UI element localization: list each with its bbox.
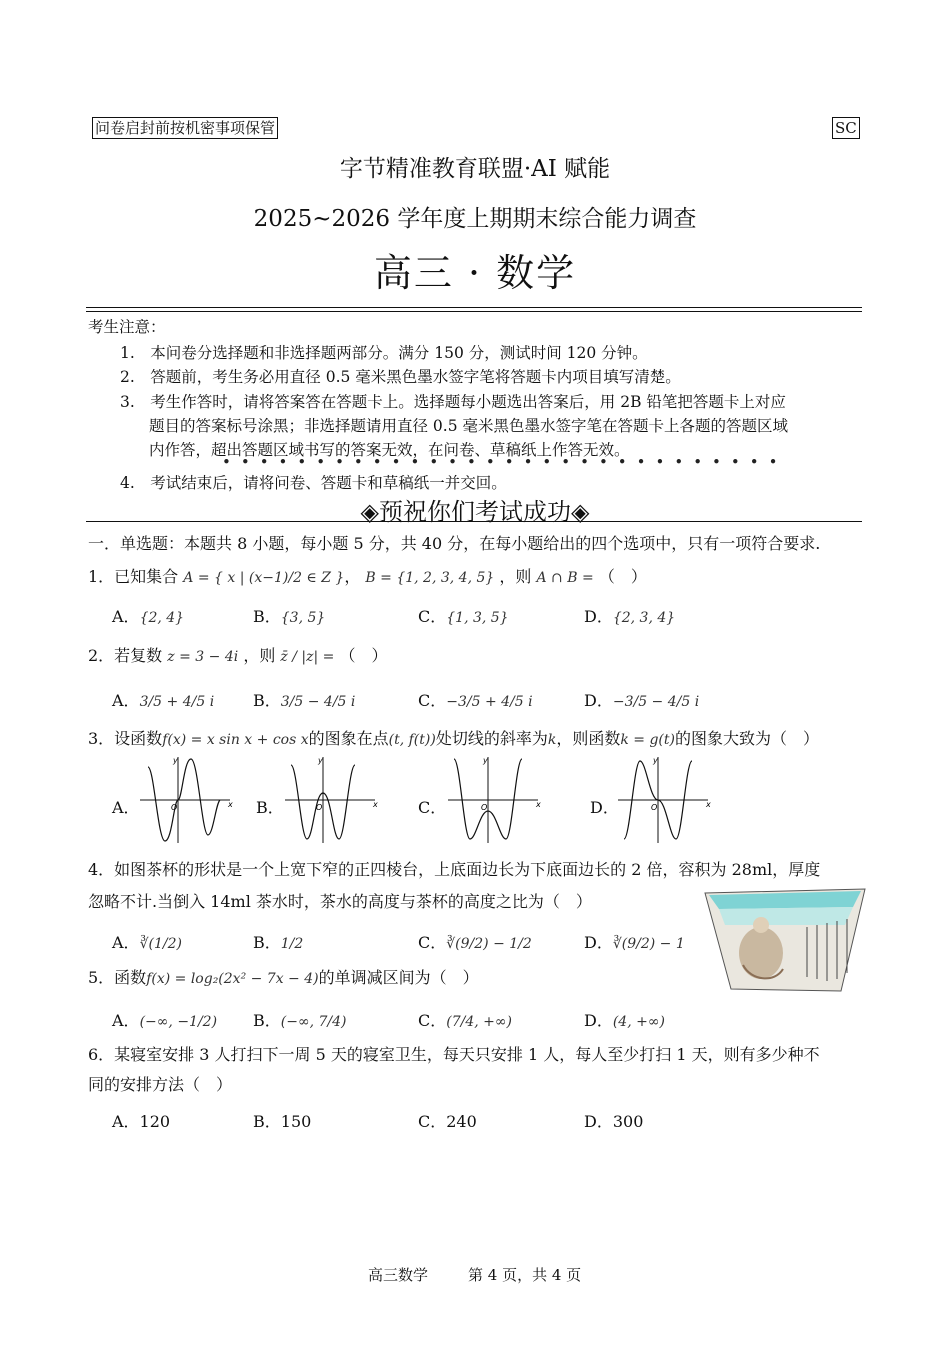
notice-item-3-cont2: 内作答，超出答题区域书写的答案无效，在问卷、草稿纸上作答无效。 (149, 441, 630, 459)
q3-stem-func: ，则函数 (556, 729, 621, 748)
q6-option-b: B．150 (253, 1112, 312, 1131)
q1-option-d: D．{2, 3, 4} (584, 607, 676, 626)
blessing: ◈预祝你们考试成功◈ (360, 498, 590, 526)
q5-option-a: A．(−∞, −1/2) (112, 1011, 218, 1030)
q2-option-b-value: 3/5 − 4/5 i (280, 694, 356, 710)
q1-option-a: A．{2, 4} (112, 607, 185, 626)
q2-expr: z̄ / |z| = (280, 649, 335, 665)
svg-text:y: y (653, 756, 658, 765)
section-heading: 一．单选题：本题共 8 小题，每小题 5 分，共 40 分，在每小题给出的四个选项中，只有一项符合要求. (88, 534, 821, 553)
q2-option-b: B．3/5 − 4/5 i (253, 691, 356, 710)
q6-line2: 同的安排方法（ ） (88, 1075, 233, 1094)
header-rule-bottom (86, 311, 862, 312)
q1-option-d-value: {2, 3, 4} (612, 610, 676, 626)
q3-k: k (547, 732, 557, 748)
q3-graph-b (285, 755, 380, 845)
q1-stem: 1．已知集合 A = { x | (x−1)/2 ∈ Z }， B = {1, 2, 3, 4, 5} ，则 A ∩ B = （ ） (88, 567, 647, 586)
q6-option-c: C．240 (418, 1112, 477, 1131)
q3-graph-c (448, 755, 543, 845)
q3-pt: (t, f(t)) (388, 732, 436, 748)
q3-stem-end: 的图象大致为（ ） (674, 729, 819, 748)
q3-option-c-label: C． (418, 798, 447, 817)
q5-stem-text: 5．函数 (88, 968, 147, 987)
q3-stem-slope: 处切线的斜率为 (435, 729, 548, 748)
q5-option-d: D．(4, +∞) (584, 1011, 665, 1030)
svg-text:O: O (481, 803, 488, 812)
q2-option-d-value: −3/5 − 4/5 i (612, 694, 700, 710)
svg-text:x: x (228, 800, 233, 809)
q4-option-b-value: 1/2 (280, 936, 304, 952)
q5-option-c: C．(7/4, +∞) (418, 1011, 512, 1030)
q3-option-b-label: B． (256, 798, 284, 817)
q5-f: f(x) = log₂(2x² − 7x − 4) (146, 971, 319, 987)
q1-stem-then: ，则 (499, 567, 532, 586)
q6-option-d: D．300 (584, 1112, 644, 1131)
notice-rule (86, 521, 862, 522)
subject-title: 高三 · 数学 (373, 251, 577, 295)
q1-option-c: C．{1, 3, 5} (418, 607, 509, 626)
q3-g: k = g(t) (620, 732, 675, 748)
svg-text:x: x (373, 800, 378, 809)
q1-option-b-value: {3, 5} (280, 610, 326, 626)
q4-line1: 4．如图茶杯的形状是一个上宽下窄的正四棱台，上底面边长为下底面边长的 2 倍，容积为 28ml，厚度 (88, 860, 821, 879)
q1-option-c-value: {1, 3, 5} (446, 610, 509, 626)
q2-option-a: A．3/5 + 4/5 i (112, 691, 215, 710)
q2-stem-text: 2．若复数 (88, 646, 163, 665)
q2-option-c: C．−3/5 + 4/5 i (418, 691, 533, 710)
q2-stem-then: ，则 (243, 646, 276, 665)
q4-line2: 忽略不计.当倒入 14ml 茶水时，茶水的高度与茶杯的高度之比为（ ） (88, 892, 592, 911)
q1-stem-text: 1．已知集合 (88, 567, 179, 586)
header-rule-top (86, 307, 862, 308)
q1-paren: （ ） (598, 567, 647, 586)
org-title: 字节精准教育联盟·AI 赋能 (339, 156, 611, 182)
notice-item-3-cont1: 题目的答案标号涂黑；非选择题请用直径 0.5 毫米黑色墨水签字笔在答题卡上各题的答题区域 (149, 417, 789, 435)
q3-graph-a (140, 755, 235, 845)
q4-option-d: D．∛(9/2) − 1 (584, 933, 685, 952)
q5-option-d-value: (4, +∞) (612, 1014, 665, 1030)
q4-option-a-value: ∛(1/2) (139, 936, 182, 952)
q5-option-c-value: (7/4, +∞) (446, 1014, 512, 1030)
q5-stem (88, 966, 479, 991)
q6-option-a: A．120 (112, 1112, 171, 1131)
svg-text:O: O (171, 803, 178, 812)
q4-option-a: A．∛(1/2) (112, 933, 182, 952)
q1-option-a-value: {2, 4} (139, 610, 185, 626)
notice-heading: 考生注意： (88, 318, 166, 336)
q1-option-b: B．{3, 5} (253, 607, 326, 626)
footer-page: 第 4 页，共 4 页 (468, 1266, 582, 1284)
footer-subject: 高三数学 (368, 1266, 429, 1284)
q1-set-b: B = {1, 2, 3, 4, 5} (365, 570, 495, 586)
q6-line1: 6．某寝室安排 3 人打扫下一周 5 天的寝室卫生，每天只安排 1 人，每人至少打扫 1 天，则有多少种不 (88, 1045, 820, 1064)
q2-option-c-value: −3/5 + 4/5 i (446, 694, 533, 710)
q2-z: z = 3 − 4i (167, 649, 239, 665)
notice-item-3: 3. 考生作答时，请将答案答在答题卡上。选择题每小题选出答案后，用 2B 铅笔把答题卡上对应 (120, 393, 786, 411)
teacup-image (703, 885, 868, 995)
q3-stem-text: 3．设函数 (88, 729, 163, 748)
q1-set-a: A = { x | (x−1)/2 ∈ Z } (183, 570, 345, 586)
q5-option-a-value: (−∞, −1/2) (139, 1014, 218, 1030)
q5-option-b: B．(−∞, 7/4) (253, 1011, 347, 1030)
q5-option-b-value: (−∞, 7/4) (280, 1014, 347, 1030)
svg-text:O: O (316, 803, 323, 812)
svg-text:y: y (173, 756, 178, 765)
q3-option-d-label: D． (590, 798, 619, 817)
q2-option-d: D．−3/5 − 4/5 i (584, 691, 700, 710)
q1-ask: A ∩ B = (536, 570, 594, 586)
svg-text:O: O (651, 803, 658, 812)
q3-graph-d (618, 755, 713, 845)
confidential-label: 问卷启封前按机密事项保管 (92, 117, 278, 139)
emphasis-dots: •••••••••••••••••••••••••••••• (222, 453, 788, 471)
exam-title: 2025~2026 学年度上期期末综合能力调查 (253, 206, 697, 232)
q2-option-a-value: 3/5 + 4/5 i (139, 694, 215, 710)
svg-text:x: x (706, 800, 711, 809)
q4-option-c: C．∛(9/2) − 1/2 (418, 933, 532, 952)
q4-option-b: B．1/2 (253, 933, 304, 952)
q4-option-d-value: ∛(9/2) − 1 (612, 936, 685, 952)
q3-stem (88, 727, 819, 752)
q2-paren: （ ） (339, 646, 388, 665)
paper-code: SC (832, 117, 860, 139)
q2-stem (88, 644, 388, 669)
svg-text:y: y (318, 756, 323, 765)
notice-item-4: 4. 考试结束后，请将问卷、答题卡和草稿纸一并交回。 (120, 474, 507, 492)
q5-stem-end: 的单调减区间为（ ） (318, 968, 479, 987)
notice-item-1: 1. 本问卷分选择题和非选择题两部分。满分 150 分，测试时间 120 分钟。 (120, 344, 648, 362)
q3-option-a-label: A． (112, 798, 140, 817)
q3-stem-point: 的图象在点 (308, 729, 389, 748)
svg-text:y: y (483, 756, 488, 765)
q3-f: f(x) = x sin x + cos x (162, 732, 309, 748)
q4-option-c-value: ∛(9/2) − 1/2 (446, 936, 532, 952)
svg-text:x: x (536, 800, 541, 809)
notice-item-2: 2. 答题前，考生务必用直径 0.5 毫米黑色墨水签字笔将答题卡内项目填写清楚。 (120, 368, 681, 386)
